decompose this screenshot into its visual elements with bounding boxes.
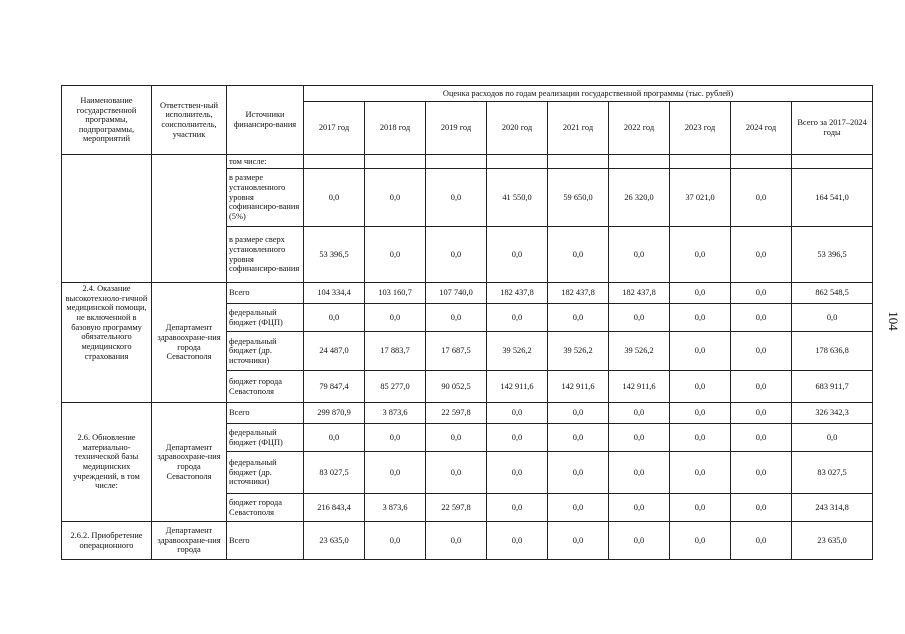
table-row [62, 522, 873, 560]
executor-cell [152, 155, 227, 283]
value-cell: 326 342,3 [792, 403, 873, 424]
program-name-cell: 2.4. Оказание высокотехноло-гичной медицинской помощи, не включенной в базовую программу обязательного медицинского страхования [62, 283, 152, 403]
header-year: 2020 год [487, 102, 548, 155]
value-cell: 0,0 [487, 304, 548, 332]
value-cell: 3 873,6 [365, 403, 426, 424]
value-cell: 0,0 [304, 304, 365, 332]
header-year: 2023 год [670, 102, 731, 155]
header-total: Всего за 2017–2024 годы [792, 102, 873, 155]
value-cell: 39 526,2 [487, 332, 548, 371]
value-cell: 0,0 [609, 403, 670, 424]
value-cell: 39 526,2 [609, 332, 670, 371]
value-cell: 0,0 [670, 522, 731, 560]
value-cell: 178 636,8 [792, 332, 873, 371]
source-cell: Всего [227, 522, 304, 560]
source-cell: федеральный бюджет (ФЦП) [227, 424, 304, 452]
value-cell: 0,0 [731, 304, 792, 332]
value-cell: 0,0 [670, 424, 731, 452]
value-cell [487, 155, 548, 169]
value-cell: 0,0 [548, 522, 609, 560]
value-cell: 0,0 [670, 283, 731, 304]
source-cell: федеральный бюджет (др. источники) [227, 452, 304, 494]
source-cell: Всего [227, 283, 304, 304]
value-cell: 182 437,8 [609, 283, 670, 304]
value-cell: 0,0 [365, 169, 426, 227]
page-number: 104 [886, 311, 901, 331]
value-cell: 107 740,0 [426, 283, 487, 304]
value-cell: 0,0 [426, 424, 487, 452]
value-cell: 0,0 [548, 424, 609, 452]
value-cell: 142 911,6 [609, 371, 670, 403]
value-cell [548, 155, 609, 169]
value-cell: 0,0 [487, 522, 548, 560]
header-year: 2017 год [304, 102, 365, 155]
value-cell: 0,0 [731, 424, 792, 452]
value-cell: 37 021,0 [670, 169, 731, 227]
value-cell [731, 155, 792, 169]
header-year: 2024 год [731, 102, 792, 155]
value-cell: 53 396,5 [792, 227, 873, 283]
value-cell: 3 873,6 [365, 494, 426, 522]
value-cell: 0,0 [548, 494, 609, 522]
value-cell: 0,0 [304, 424, 365, 452]
header-source: Источники финансиро-вания [227, 86, 304, 155]
value-cell [365, 155, 426, 169]
table-row [62, 155, 873, 169]
value-cell: 0,0 [609, 424, 670, 452]
program-name-cell: 2.6. Обновление материально-технической базы медицинских учреждений, в том числе: [62, 403, 152, 522]
value-cell: 0,0 [670, 304, 731, 332]
value-cell: 0,0 [548, 452, 609, 494]
value-cell: 0,0 [487, 452, 548, 494]
source-cell: федеральный бюджет (др. источники) [227, 332, 304, 371]
value-cell: 53 396,5 [304, 227, 365, 283]
value-cell: 142 911,6 [487, 371, 548, 403]
value-cell [670, 155, 731, 169]
header-name: Наименование государственной программы, подпрограммы, мероприятий [62, 86, 152, 155]
value-cell: 0,0 [365, 452, 426, 494]
value-cell: 0,0 [731, 452, 792, 494]
value-cell: 0,0 [609, 227, 670, 283]
source-cell: бюджет города Севастополя [227, 371, 304, 403]
value-cell: 23 635,0 [792, 522, 873, 560]
value-cell: 0,0 [670, 403, 731, 424]
value-cell: 0,0 [426, 304, 487, 332]
value-cell [426, 155, 487, 169]
source-cell: том числе: [227, 155, 304, 169]
table-row [62, 283, 873, 304]
source-cell: бюджет города Севастополя [227, 494, 304, 522]
value-cell [304, 155, 365, 169]
value-cell: 182 437,8 [487, 283, 548, 304]
program-name-cell: 2.6.2. Приобретение операционного [62, 522, 152, 560]
value-cell: 0,0 [792, 424, 873, 452]
value-cell: 22 597,8 [426, 494, 487, 522]
value-cell: 0,0 [731, 371, 792, 403]
value-cell: 59 650,0 [548, 169, 609, 227]
value-cell: 0,0 [670, 227, 731, 283]
value-cell [792, 155, 873, 169]
value-cell: 79 847,4 [304, 371, 365, 403]
value-cell: 0,0 [365, 522, 426, 560]
value-cell: 83 027,5 [304, 452, 365, 494]
value-cell: 0,0 [609, 452, 670, 494]
value-cell: 0,0 [731, 227, 792, 283]
header-group: Оценка расходов по годам реализации государственной программы (тыс. рублей) [304, 86, 873, 102]
value-cell: 24 487,0 [304, 332, 365, 371]
value-cell: 0,0 [609, 494, 670, 522]
value-cell: 0,0 [487, 494, 548, 522]
value-cell: 17 883,7 [365, 332, 426, 371]
value-cell: 90 052,5 [426, 371, 487, 403]
header-year: 2018 год [365, 102, 426, 155]
value-cell: 0,0 [426, 452, 487, 494]
source-cell: в размере сверх установленного уровня софинансиро-вания [227, 227, 304, 283]
value-cell: 0,0 [792, 304, 873, 332]
value-cell: 182 437,8 [548, 283, 609, 304]
value-cell: 0,0 [670, 452, 731, 494]
value-cell: 0,0 [609, 522, 670, 560]
value-cell: 216 843,4 [304, 494, 365, 522]
value-cell: 22 597,8 [426, 403, 487, 424]
value-cell: 862 548,5 [792, 283, 873, 304]
value-cell: 0,0 [731, 283, 792, 304]
value-cell: 683 911,7 [792, 371, 873, 403]
header-year: 2019 год [426, 102, 487, 155]
source-cell: федеральный бюджет (ФЦП) [227, 304, 304, 332]
executor-cell: Департамент здравоохране-ния города Севастополя [152, 403, 227, 522]
value-cell: 142 911,6 [548, 371, 609, 403]
value-cell: 85 277,0 [365, 371, 426, 403]
value-cell: 0,0 [426, 522, 487, 560]
value-cell: 164 541,0 [792, 169, 873, 227]
value-cell: 299 870,9 [304, 403, 365, 424]
value-cell: 0,0 [670, 332, 731, 371]
header-year: 2022 год [609, 102, 670, 155]
value-cell: 0,0 [365, 304, 426, 332]
source-cell: в размере установленного уровня софинансиро-вания (5%) [227, 169, 304, 227]
value-cell: 0,0 [731, 494, 792, 522]
value-cell: 0,0 [670, 494, 731, 522]
table-row [62, 403, 873, 424]
value-cell: 17 687,5 [426, 332, 487, 371]
budget-table [61, 85, 873, 560]
value-cell: 23 635,0 [304, 522, 365, 560]
value-cell: 0,0 [731, 403, 792, 424]
value-cell: 0,0 [304, 169, 365, 227]
value-cell: 0,0 [365, 227, 426, 283]
value-cell [609, 155, 670, 169]
value-cell: 0,0 [426, 227, 487, 283]
name-cell [62, 155, 152, 283]
value-cell: 0,0 [548, 403, 609, 424]
value-cell: 103 160,7 [365, 283, 426, 304]
value-cell: 243 314,8 [792, 494, 873, 522]
executor-cell: Департамент здравоохране-ния города Севастополя [152, 283, 227, 403]
value-cell: 83 027,5 [792, 452, 873, 494]
header-year: 2021 год [548, 102, 609, 155]
value-cell: 0,0 [426, 169, 487, 227]
value-cell: 0,0 [548, 227, 609, 283]
value-cell: 0,0 [487, 424, 548, 452]
value-cell: 26 320,0 [609, 169, 670, 227]
value-cell: 0,0 [609, 304, 670, 332]
value-cell: 0,0 [487, 403, 548, 424]
value-cell: 0,0 [365, 424, 426, 452]
executor-cell: Департамент здравоохране-ния города [152, 522, 227, 560]
source-cell: Всего [227, 403, 304, 424]
value-cell: 0,0 [487, 227, 548, 283]
header-executor: Ответствен-ный исполнитель, соисполнитель, участник [152, 86, 227, 155]
value-cell: 0,0 [731, 169, 792, 227]
value-cell: 0,0 [670, 371, 731, 403]
value-cell: 0,0 [731, 522, 792, 560]
value-cell: 104 334,4 [304, 283, 365, 304]
value-cell: 0,0 [548, 304, 609, 332]
value-cell: 39 526,2 [548, 332, 609, 371]
value-cell: 41 550,0 [487, 169, 548, 227]
value-cell: 0,0 [731, 332, 792, 371]
